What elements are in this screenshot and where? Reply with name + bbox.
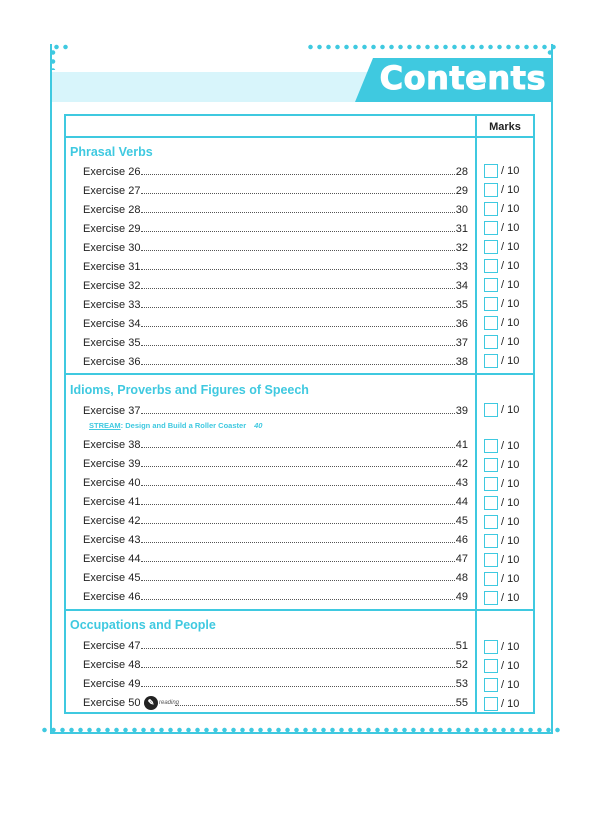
page-number: 37 xyxy=(455,337,468,349)
mark-input-box[interactable] xyxy=(484,496,498,510)
toc-entry[interactable] xyxy=(83,475,468,489)
mark-input-box[interactable] xyxy=(484,164,498,178)
exercise-name: Exercise 48 xyxy=(83,659,141,671)
dot-leader xyxy=(141,363,454,365)
reading-badge xyxy=(144,696,179,710)
out-of-label: / 10 xyxy=(501,660,520,672)
exercise-name: Exercise 43 xyxy=(83,534,141,546)
toc-entry[interactable] xyxy=(83,221,468,235)
mark-input-box[interactable] xyxy=(484,297,498,311)
exercise-name: Exercise 34 xyxy=(83,318,141,330)
out-of-label: / 10 xyxy=(501,260,520,272)
toc-entry[interactable] xyxy=(83,403,468,417)
dot-leader xyxy=(141,685,454,687)
out-of-label: / 10 xyxy=(501,592,520,604)
dot-leader xyxy=(141,306,454,308)
mark-input-box[interactable] xyxy=(484,354,498,368)
out-of-label: / 10 xyxy=(501,317,520,329)
dot-leader xyxy=(141,249,454,251)
out-of-label: / 10 xyxy=(501,279,520,291)
exercise-name: Exercise 32 xyxy=(83,280,141,292)
exercise-name: Exercise 44 xyxy=(83,553,141,565)
out-of-label: / 10 xyxy=(501,203,520,215)
exercise-name: Exercise 49 xyxy=(83,678,141,690)
out-of-label: / 10 xyxy=(501,497,520,509)
page-number: 28 xyxy=(455,166,468,178)
toc-entry[interactable] xyxy=(83,638,468,652)
mark-field[interactable] xyxy=(484,657,519,675)
mark-field[interactable] xyxy=(484,570,519,588)
exercise-name: Exercise 42 xyxy=(83,515,141,527)
toc-entry[interactable] xyxy=(83,657,468,671)
mark-input-box[interactable] xyxy=(484,678,498,692)
page-number: 35 xyxy=(455,299,468,311)
page-number: 45 xyxy=(455,515,468,527)
dot-leader xyxy=(141,446,454,448)
mark-field[interactable] xyxy=(484,475,519,493)
dot-leader xyxy=(141,598,454,600)
toc-entry[interactable] xyxy=(83,240,468,254)
mark-input-box[interactable] xyxy=(484,240,498,254)
exercise-name: Exercise 50 xyxy=(83,697,141,709)
exercise-name: Exercise 45 xyxy=(83,572,141,584)
section-title: Idioms, Proverbs and Figures of Speech xyxy=(70,383,309,397)
dot-leader xyxy=(141,211,454,213)
out-of-label: / 10 xyxy=(501,641,520,653)
mark-field[interactable] xyxy=(484,676,519,694)
out-of-label: / 10 xyxy=(501,698,520,710)
marks-column-divider xyxy=(475,114,477,714)
mark-input-box[interactable] xyxy=(484,553,498,567)
out-of-label: / 10 xyxy=(501,404,520,416)
toc-entry[interactable] xyxy=(83,532,468,546)
page-number: 42 xyxy=(455,458,468,470)
toc-entry[interactable] xyxy=(83,202,468,216)
exercise-name: Exercise 37 xyxy=(83,405,141,417)
toc-entry[interactable] xyxy=(83,676,468,690)
section-title: Phrasal Verbs xyxy=(70,145,153,159)
mark-input-box[interactable] xyxy=(484,572,498,586)
exercise-name: Exercise 29 xyxy=(83,223,141,235)
exercise-name: Exercise 26 xyxy=(83,166,141,178)
out-of-label: / 10 xyxy=(501,554,520,566)
dot-leader xyxy=(141,484,454,486)
dot-leader xyxy=(141,230,454,232)
mark-input-box[interactable] xyxy=(484,335,498,349)
page-number: 55 xyxy=(455,697,468,709)
mark-input-box[interactable] xyxy=(484,697,498,711)
out-of-label: / 10 xyxy=(501,478,520,490)
page-number: 33 xyxy=(455,261,468,273)
dot-leader xyxy=(141,287,454,289)
page-number: 52 xyxy=(455,659,468,671)
toc-entry[interactable] xyxy=(83,494,468,508)
stream-activity-link[interactable] xyxy=(89,421,262,430)
exercise-name: Exercise 39 xyxy=(83,458,141,470)
out-of-label: / 10 xyxy=(501,298,520,310)
mark-field[interactable] xyxy=(484,333,519,351)
exercise-name: Exercise 28 xyxy=(83,204,141,216)
mark-field[interactable] xyxy=(484,219,519,237)
dot-leader xyxy=(141,503,454,505)
mark-input-box[interactable] xyxy=(484,439,498,453)
toc-entry[interactable] xyxy=(83,589,468,603)
mark-field[interactable] xyxy=(484,276,519,294)
dot-leader xyxy=(141,465,454,467)
toc-entry[interactable] xyxy=(83,183,468,197)
mark-field[interactable] xyxy=(484,456,519,474)
out-of-label: / 10 xyxy=(501,355,520,367)
mark-field[interactable] xyxy=(484,532,519,550)
mark-field[interactable] xyxy=(484,638,519,656)
mark-input-box[interactable] xyxy=(484,458,498,472)
mark-field[interactable] xyxy=(484,200,519,218)
mark-input-box[interactable] xyxy=(484,534,498,548)
exercise-name: Exercise 41 xyxy=(83,496,141,508)
page-title: Contents xyxy=(379,59,546,97)
out-of-label: / 10 xyxy=(501,184,520,196)
out-of-label: / 10 xyxy=(501,516,520,528)
toc-entry[interactable] xyxy=(83,164,468,178)
mark-field[interactable] xyxy=(484,352,519,370)
toc-entry[interactable] xyxy=(83,456,468,470)
dot-leader xyxy=(141,579,454,581)
out-of-label: / 10 xyxy=(501,336,520,348)
section-divider xyxy=(64,609,535,611)
page-number: 53 xyxy=(455,678,468,690)
page-number: 43 xyxy=(455,477,468,489)
mark-field[interactable] xyxy=(484,551,519,569)
mark-input-box[interactable] xyxy=(484,316,498,330)
dot-leader xyxy=(141,666,454,668)
mark-input-box[interactable] xyxy=(484,183,498,197)
toc-entry[interactable] xyxy=(83,513,468,527)
mark-field[interactable] xyxy=(484,513,519,531)
out-of-label: / 10 xyxy=(501,165,520,177)
dot-leader xyxy=(141,192,454,194)
page-number: 32 xyxy=(455,242,468,254)
out-of-label: / 10 xyxy=(501,440,520,452)
header-row-divider xyxy=(64,136,535,138)
page-number: 46 xyxy=(455,534,468,546)
exercise-name: Exercise 35 xyxy=(83,337,141,349)
out-of-label: / 10 xyxy=(501,573,520,585)
toc-entry[interactable] xyxy=(83,278,468,292)
exercise-name: Exercise 40 xyxy=(83,477,141,489)
out-of-label: / 10 xyxy=(501,222,520,234)
mark-input-box[interactable] xyxy=(484,659,498,673)
page-number: 51 xyxy=(455,640,468,652)
mark-field[interactable] xyxy=(484,437,519,455)
page-number: 34 xyxy=(455,280,468,292)
mark-field[interactable] xyxy=(484,401,519,419)
mark-field[interactable] xyxy=(484,257,519,275)
page-number: 29 xyxy=(455,185,468,197)
mark-input-box[interactable] xyxy=(484,221,498,235)
mark-field[interactable] xyxy=(484,494,519,512)
dot-leader xyxy=(141,173,454,175)
toc-entry[interactable] xyxy=(83,297,468,311)
dot-leader xyxy=(141,344,454,346)
mark-field[interactable] xyxy=(484,695,519,713)
mark-input-box[interactable] xyxy=(484,259,498,273)
exercise-name: Exercise 33 xyxy=(83,299,141,311)
page-number: 49 xyxy=(455,591,468,603)
toc-entry[interactable] xyxy=(83,570,468,584)
mark-field[interactable] xyxy=(484,162,519,180)
mark-field[interactable] xyxy=(484,314,519,332)
dot-leader xyxy=(141,412,454,414)
reading-badge-label: reading xyxy=(159,700,180,706)
out-of-label: / 10 xyxy=(501,679,520,691)
mark-input-box[interactable] xyxy=(484,515,498,529)
mark-input-box[interactable] xyxy=(484,591,498,605)
stream-page-number: 40 xyxy=(254,421,263,430)
out-of-label: / 10 xyxy=(501,241,520,253)
section-divider xyxy=(64,373,535,375)
toc-entry[interactable] xyxy=(83,695,468,709)
mark-field[interactable] xyxy=(484,295,519,313)
page-number: 30 xyxy=(455,204,468,216)
out-of-label: / 10 xyxy=(501,459,520,471)
exercise-name: Exercise 38 xyxy=(83,439,141,451)
dot-leader xyxy=(141,541,454,543)
mark-input-box[interactable] xyxy=(484,640,498,654)
dotted-border-top xyxy=(306,44,556,50)
marks-column-header: Marks xyxy=(489,121,521,133)
mark-input-box[interactable] xyxy=(484,278,498,292)
dot-leader xyxy=(141,647,454,649)
toc-entry[interactable] xyxy=(83,316,468,330)
page-number: 36 xyxy=(455,318,468,330)
exercise-name: Exercise 46 xyxy=(83,591,141,603)
page-number: 44 xyxy=(455,496,468,508)
mark-field[interactable] xyxy=(484,181,519,199)
stream-title: : Design and Build a Roller Coaster xyxy=(120,421,247,430)
exercise-name: Exercise 31 xyxy=(83,261,141,273)
dot-leader xyxy=(175,704,454,706)
mark-field[interactable] xyxy=(484,589,519,607)
page-number: 48 xyxy=(455,572,468,584)
exercise-name: Exercise 47 xyxy=(83,640,141,652)
toc-entry[interactable] xyxy=(83,335,468,349)
exercise-name: Exercise 30 xyxy=(83,242,141,254)
mark-input-box[interactable] xyxy=(484,202,498,216)
reading-icon: ✎ xyxy=(144,696,158,710)
page-number: 31 xyxy=(455,223,468,235)
dot-leader xyxy=(141,560,454,562)
exercise-name: Exercise 36 xyxy=(83,356,141,368)
dot-leader xyxy=(141,268,454,270)
dotted-border-bottom xyxy=(40,727,560,733)
dot-leader xyxy=(141,522,454,524)
toc-entry[interactable] xyxy=(83,437,468,451)
toc-entry[interactable] xyxy=(83,354,468,368)
dot-leader xyxy=(141,325,454,327)
page-number: 39 xyxy=(455,405,468,417)
toc-entry[interactable] xyxy=(83,551,468,565)
out-of-label: / 10 xyxy=(501,535,520,547)
page-number: 38 xyxy=(455,356,468,368)
dotted-border-left xyxy=(50,48,56,70)
page-number: 47 xyxy=(455,553,468,565)
section-title: Occupations and People xyxy=(70,618,216,632)
mark-input-box[interactable] xyxy=(484,477,498,491)
mark-input-box[interactable] xyxy=(484,403,498,417)
mark-field[interactable] xyxy=(484,238,519,256)
page-number: 41 xyxy=(455,439,468,451)
exercise-name: Exercise 27 xyxy=(83,185,141,197)
stream-label: STREAM xyxy=(89,421,121,430)
toc-entry[interactable] xyxy=(83,259,468,273)
